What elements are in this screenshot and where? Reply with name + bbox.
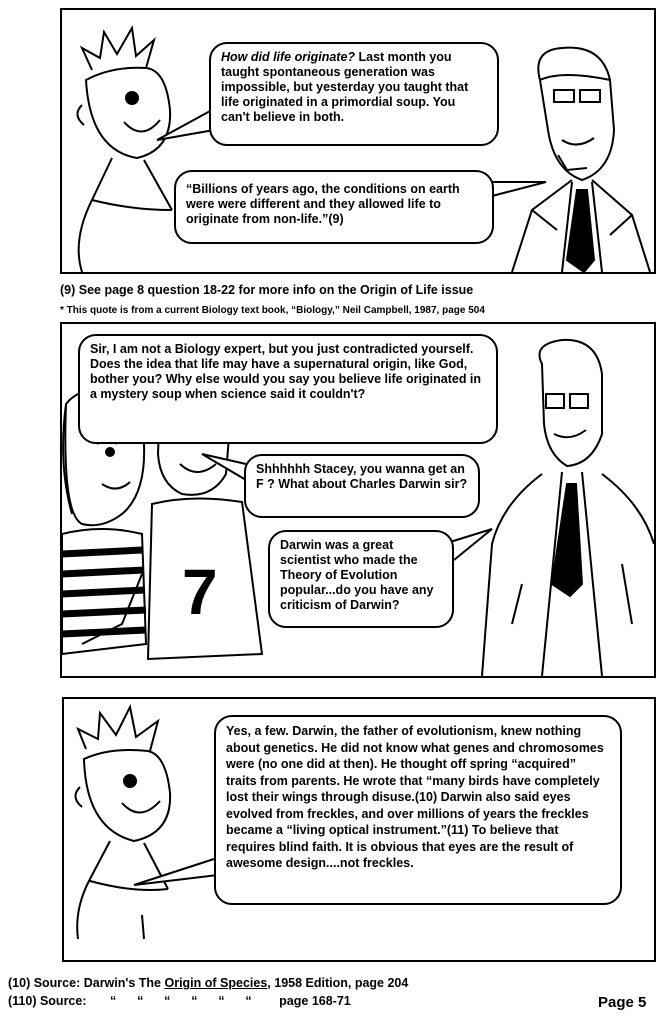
comic-panel-3 [62,697,656,962]
student-character-art [77,28,172,272]
footnote-11-label: (110) Source: [8,994,87,1008]
speech-bubble-student [268,530,454,628]
student-character-art [75,707,170,939]
speech-bubble-teacher [174,170,494,244]
bubble-text: “Billions of years ago, the conditions on earth were were different and they allowed life to originate from non-life.”(9) [186,182,460,226]
footnote-11-pages: page 168-71 [279,994,351,1008]
page-number: Page 5 [598,994,647,1011]
speech-bubble-stacey [78,334,498,444]
speech-bubble-student [209,42,499,146]
bubble-text: Yes, a few. Darwin, the father of evolutionism, knew nothing about genetics. He did not know what genes and chromosomes were (no one did at then). He thought off spring “acquired” traits from parents. He wrote that “many birds have completely lost their wings through disuse.(10) Darwin also said eyes evolved from freckles, and over millions of years the freckles became a “living optical instrument.”(11) To believe that requires blind faith. It is obvious that eyes are the result of awesome design....not freckles. [226,724,604,870]
bubble-text: Darwin was a great scientist who made the Theory of Evolution popular...do you have any criticism of Darwin? [280,538,434,612]
bubble-body-text: Last month you taught spontaneous generation was impossible, but yesterday you taught that life originated in a primordial soup. You can't believe in both. [221,50,469,124]
footnote-10-suffix: , 1958 Edition, page 204 [267,976,409,990]
comic-panel-2 [60,322,656,678]
bubble-text: Sir, I am not a Biology expert, but you just contradicted yourself. Does the idea that life may have a supernatural origin, like God, bother you? Why else would you say you believe life originated in a mystery soup when science said it couldn't? [90,342,482,401]
book-title: Origin of Species [164,976,268,990]
speech-bubble-student [214,715,622,905]
jersey-number: 7 [182,556,218,628]
comic-panel-1 [60,8,656,274]
footnote-10-prefix: (10) Source: Darwin's The [8,976,165,990]
bubble-text: Shhhhhh Stacey, you wanna get an F ? What about Charles Darwin sir? [256,462,468,491]
teacher-character-art [482,340,654,676]
bubble-question-text: How did life originate? [221,50,356,64]
footnote-9: (9) See page 8 question 18-22 for more info on the Origin of Life issue [60,283,474,297]
teacher-character-art [512,48,650,272]
footnote-10 [8,976,408,990]
ditto-marks: “ “ “ “ “ “ [110,994,252,1008]
speech-bubble-boy [244,454,480,518]
quote-source-note: * This quote is from a current Biology text book, “Biology,” Neil Campbell, 1987, page 504 [60,305,485,316]
footnote-11 [8,994,351,1008]
